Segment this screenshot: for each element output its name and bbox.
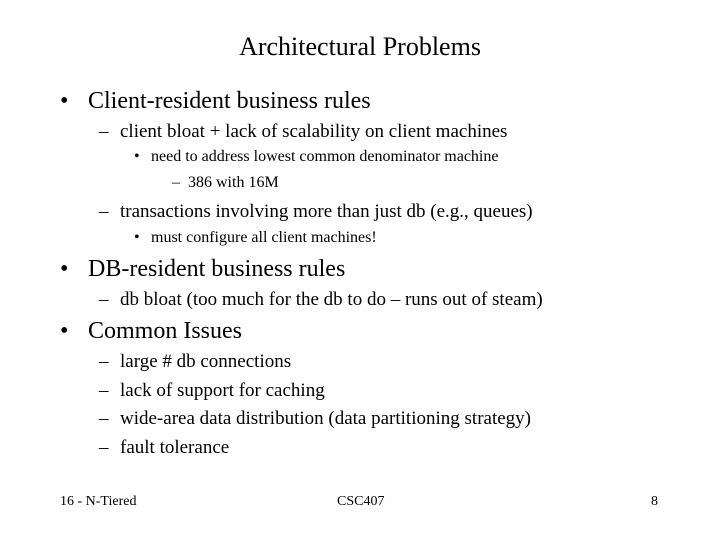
sub-transactions: transactions involving more than just db (e.g., queues) [120,201,533,222]
sub-db-connections: large # db connections [120,351,292,372]
dash-glyph: – [99,121,109,142]
sub-fault-tolerance: fault tolerance [120,437,230,458]
dash-glyph: – [99,351,109,372]
bullet-glyph: • [134,229,140,246]
bullet-glyph: • [60,88,69,114]
dash-glyph: – [99,380,109,401]
bullet-glyph: • [60,318,69,344]
sub-386-with-16m: 386 with 16M [188,174,279,191]
footer-left: 16 - N-Tiered [60,494,137,509]
bullet-glyph: • [134,148,140,165]
slide-title: Architectural Problems [239,32,481,61]
dash-glyph: – [99,437,109,458]
sub-db-bloat: db bloat (too much for the db to do – runs out of steam) [120,289,543,310]
dash-glyph: – [99,408,109,429]
dash-glyph: – [99,201,109,222]
sub-client-bloat: client bloat + lack of scalability on client machines [120,121,508,142]
bullet-client-resident: Client-resident business rules [88,88,371,114]
sub-lowest-common-denominator: need to address lowest common denominator machine [151,148,499,165]
footer-center: CSC407 [337,494,385,509]
dash-glyph: – [99,289,109,310]
dash-glyph: – [172,174,180,191]
sub-caching: lack of support for caching [120,380,325,401]
bullet-common-issues: Common Issues [88,318,243,344]
bullet-db-resident: DB-resident business rules [88,256,346,282]
footer-page-number: 8 [651,494,658,509]
bullet-glyph: • [60,256,69,282]
sub-data-distribution: wide-area data distribution (data partitioning strategy) [120,408,531,429]
sub-configure-clients: must configure all client machines! [151,229,377,246]
